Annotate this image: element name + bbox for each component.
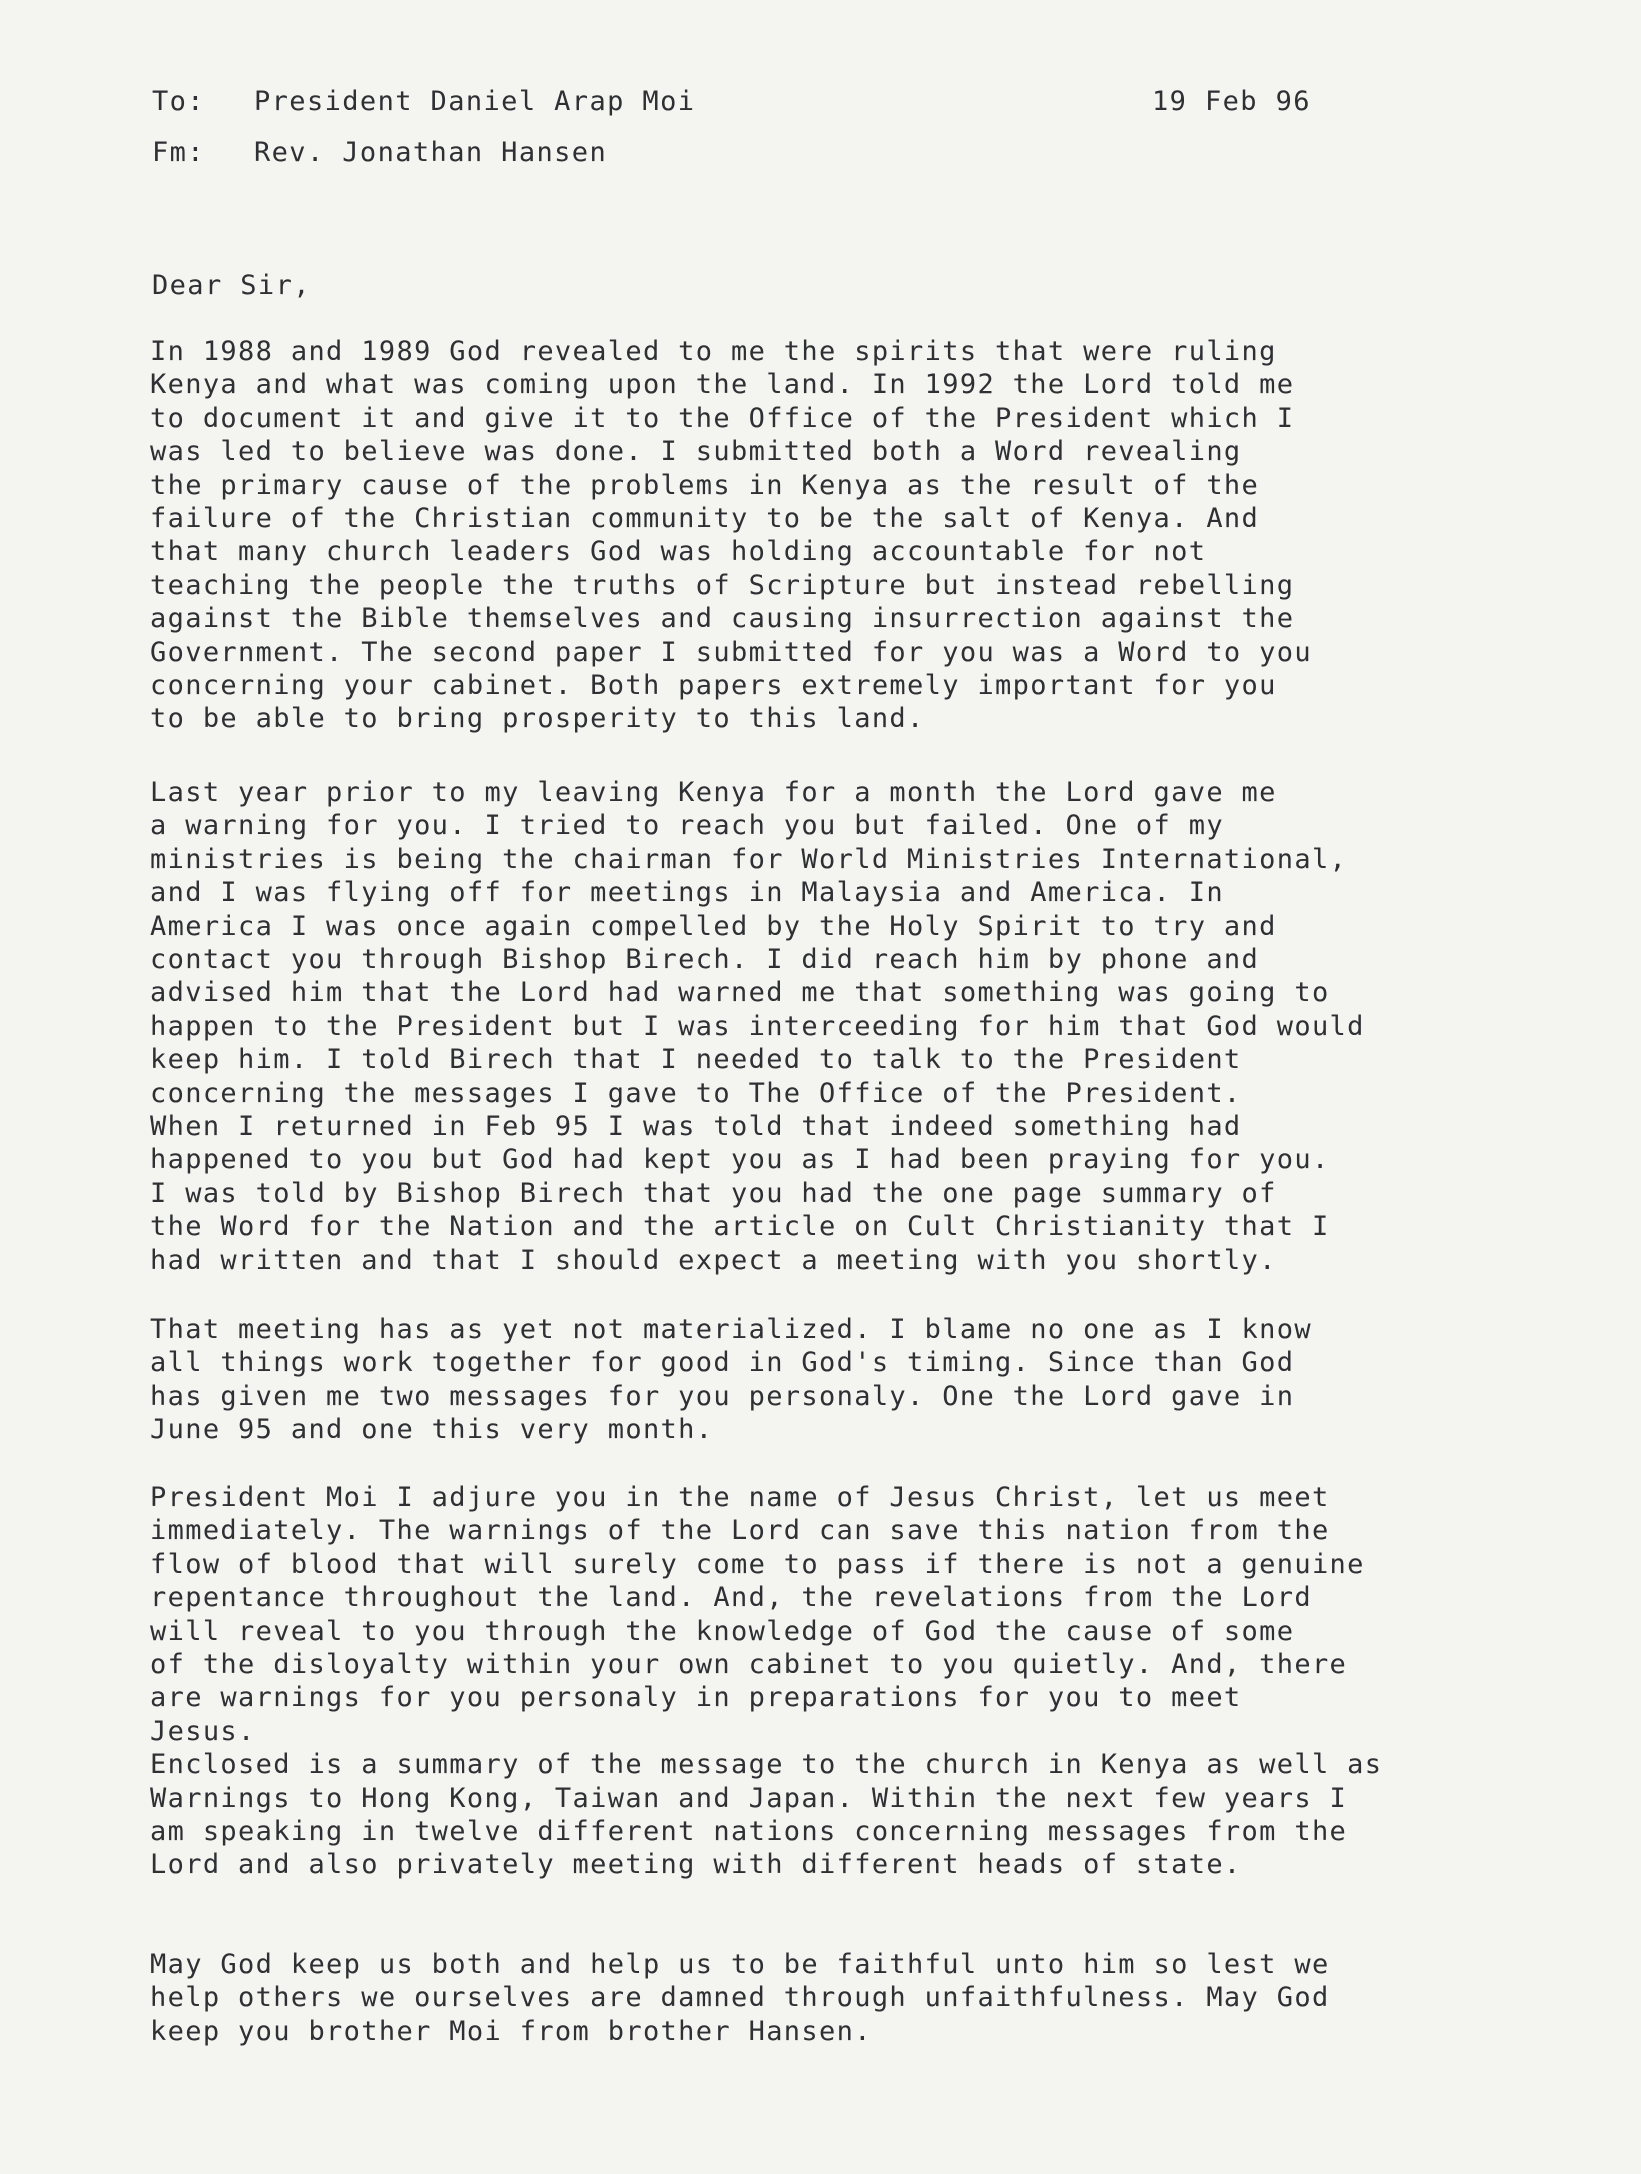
salutation: Dear Sir, <box>152 270 311 301</box>
to-label: To: <box>152 86 205 117</box>
paragraph-5: May God keep us both and help us to be faithful unto him so lest we help others we ourselves are damned through unfaithfulness. May God keep you brother Moi from brother Hansen. <box>150 1949 1330 2047</box>
from-line <box>152 137 607 168</box>
paragraph-3: That meeting has as yet not materialized. I blame no one as I know all things work together for good in God's timing. Since than God has given me two messages for you personaly. One the Lord gave in June 95 and one this very month. <box>150 1314 1312 1446</box>
letter-date: 19 Feb 96 <box>1152 86 1311 117</box>
sender-name: Rev. Jonathan Hansen <box>254 137 608 168</box>
paragraph-1: In 1988 and 1989 God revealed to me the spirits that were ruling Kenya and what was coming upon the land. In 1992 the Lord told me to document it and give it to the Office of the President which I was led to believe was done. I submitted both a Word revealing the primary cause of the problems in Kenya as the result of the failure of the Christian community to be the salt of Kenya. And that many church leaders God was holding accountable for not teaching the people the truths of Scripture but instead rebelling against the Bible themselves and causing insurrection against the Government. The second paper I submitted for you was a Word to you concerning your cabinet. Both papers extremely important for you to be able to bring prosperity to this land. <box>150 336 1312 735</box>
paragraph-2: Last year prior to my leaving Kenya for a month the Lord gave me a warning for you. I tried to reach you but failed. One of my ministries is being the chairman for World Ministries International, and I was flying off for meetings in Malaysia and America. In America I was once again compelled by the Holy Spirit to try and contact you through Bishop Birech. I did reach him by phone and advised him that the Lord had warned me that something was going to happen to the President but I was interceeding for him that God would keep him. I told Birech that I needed to talk to the President concerning the messages I gave to The Office of the President. When I returned in Feb 95 I was told that indeed something had happened to you but God had kept you as I had been praying for you. I was told by Bishop Birech that you had the one page summary of the Word for the Nation and the article on Cult Christianity that I had written and that I should expect a meeting with you shortly. <box>150 777 1365 1276</box>
recipient-name: President Daniel Arap Moi <box>254 86 696 117</box>
to-line <box>152 86 695 117</box>
paragraph-4: President Moi I adjure you in the name of Jesus Christ, let us meet immediately. The warnings of the Lord can save this nation from the flow of blood that will surely come to pass if there is not a genuine repentance throughout the land. And, the revelations from the Lord will reveal to you through the knowledge of God the cause of some of the disloyalty within your own cabinet to you quietly. And, there are warnings for you personaly in preparations for you to meet Jesus. Enclosed is a summary of the message to the church in Kenya as well as Warnings to Hong Kong, Taiwan and Japan. Within the next few years I am speaking in twelve different nations concerning messages from the Lord and also privately meeting with different heads of state. <box>150 1482 1383 1881</box>
from-label: Fm: <box>152 137 205 168</box>
